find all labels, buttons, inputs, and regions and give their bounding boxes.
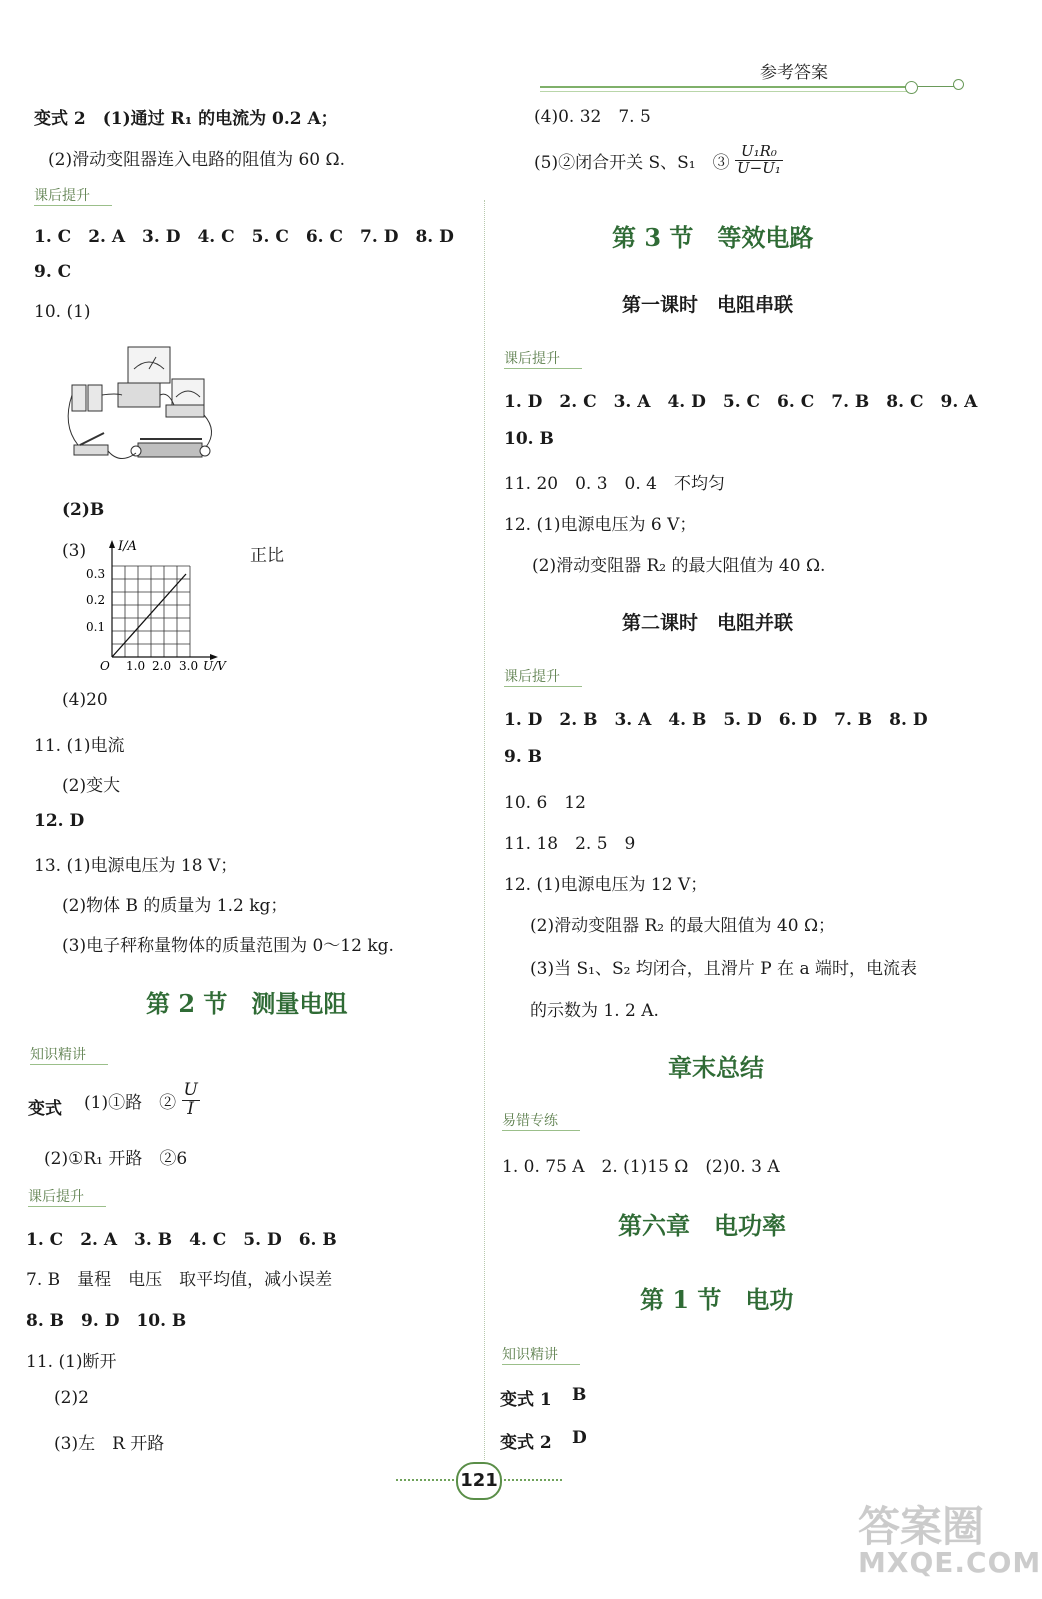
formula-u-over-i: $\frac{U}{I}$: [183, 1080, 198, 1119]
right-error-answers: 1. 0. 75 A 2. (1)15 Ω (2)0. 3 A: [502, 1157, 780, 1177]
left-answers-8-10: 8. B 9. D 10. B: [26, 1311, 187, 1331]
subhead-rule-1: [34, 205, 112, 206]
graph-xtick-2: 2.0: [152, 659, 172, 673]
right-answer-5: [534, 144, 783, 177]
right-answers-1-9: 1. D 2. C 3. A 4. D 5. C 6. C 7. B 8. C 9. A: [504, 392, 978, 412]
right-answer-12-1: 12. (1)电源电压为 6 V；: [504, 515, 697, 535]
left-answer-13-3: (3)电子秤称量物体的质量范围为 0～12 kg.: [62, 936, 394, 956]
left-variant-1: [84, 1082, 200, 1119]
left-answer-13-1: 13. (1)电源电压为 18 V；: [34, 856, 238, 876]
graph-ytick-3: 0.1: [86, 620, 106, 634]
column-divider: [484, 200, 485, 1460]
header-rule-thin: [540, 91, 912, 92]
left-answer-10-3-text: 正比: [250, 546, 284, 566]
section-title-2: 第 2 节 测量电阻: [146, 989, 348, 1018]
section-title-6-1: 第 1 节 电功: [640, 1285, 794, 1314]
subhead-rule-6: [502, 1130, 580, 1131]
page-number: 121: [460, 1470, 498, 1491]
graph-origin: O: [100, 659, 110, 673]
subhead-knowledge-1: 知识精讲: [30, 1047, 86, 1063]
right-answers-1-8b: 1. D 2. B 3. A 4. B 5. D 6. D 7. B 8. D: [504, 710, 928, 730]
graph-ylabel: I/A: [118, 539, 137, 554]
left-answer-11-b: (2)2: [54, 1388, 89, 1408]
right-answer-10: 10. B: [504, 429, 554, 449]
header-circle-1: [905, 81, 918, 94]
graph-ytick-1: 0.3: [86, 567, 106, 581]
left-variant2-q2: (2)滑动变阻器连入电路的阻值为 60 Ω.: [48, 150, 346, 170]
graph-xlabel: U/V: [203, 659, 226, 673]
formula-u1r0: $\frac{\text{U₁R₀}}{\text{U−U₁}}$: [737, 142, 781, 177]
header-title: 参考答案: [760, 63, 828, 83]
left-answer-13-2: (2)物体 B 的质量为 1.2 kg；: [62, 896, 288, 916]
lesson-title-2: 第二课时 电阻并联: [622, 612, 794, 634]
subhead-rule-4: [504, 368, 582, 369]
right-answer-12b-1: 12. (1)电源电压为 12 V；: [504, 875, 708, 895]
graph-xtick-3: 3.0: [179, 659, 199, 673]
left-answer-11-a: 11. (1)断开: [26, 1352, 117, 1372]
subhead-rule-5: [504, 686, 582, 687]
lesson-title-1: 第一课时 电阻串联: [622, 294, 794, 316]
subhead-rule-3: [28, 1206, 106, 1207]
footer-dots-right: [504, 1479, 562, 1481]
right-answer-4: (4)0. 32 7. 5: [534, 107, 651, 127]
subhead-after-class-2: 课后提升: [28, 1189, 84, 1205]
subhead-rule-2: [30, 1064, 108, 1065]
right-variant-1-label: 变式 1: [500, 1390, 552, 1410]
left-answers-1-8: 1. C 2. A 3. D 4. C 5. C 6. C 7. D 8. D: [34, 227, 454, 247]
left-answer-10-1: 10. (1): [34, 302, 91, 322]
subhead-after-class-4: 课后提升: [504, 669, 560, 685]
subhead-after-class-1: 课后提升: [34, 188, 90, 204]
right-answer-12b-4: 的示数为 1. 2 A.: [530, 1001, 659, 1021]
graph-xtick-1: 1.0: [126, 659, 146, 673]
left-answer-7: 7. B 量程 电压 取平均值，减小误差: [26, 1270, 333, 1290]
section-title-3: 第 3 节 等效电路: [612, 223, 814, 252]
left-answer-11-1: 11. (1)电流: [34, 736, 125, 756]
left-answer-12: 12. D: [34, 811, 85, 831]
watermark-domain: MXQE.COM: [858, 1546, 1042, 1579]
watermark-logo-text: 答案圈: [858, 1502, 985, 1551]
left-answer-10-2: (2)B: [62, 500, 105, 520]
subhead-rule-7: [502, 1364, 580, 1365]
left-answer-11-2: (2)变大: [62, 776, 121, 796]
page-number-badge: [456, 1462, 502, 1500]
iu-graph: [82, 536, 242, 676]
left-variant-label: 变式: [28, 1099, 62, 1119]
left-answer-10-3-label: (3): [62, 541, 87, 561]
subhead-knowledge-2: 知识精讲: [502, 1347, 558, 1363]
left-answer-9: 9. C: [34, 262, 72, 282]
graph-ytick-2: 0.2: [86, 593, 106, 607]
right-answer-11: 11. 20 0. 3 0. 4 不均匀: [504, 474, 725, 494]
header-circle-2: [953, 79, 964, 90]
footer-dots-left: [396, 1479, 454, 1481]
circuit-diagram: [60, 335, 220, 475]
right-answer-5-text: (5)②闭合开关 S、S₁ ③: [534, 152, 730, 173]
right-answer-11b: 11. 18 2. 5 9: [504, 834, 636, 854]
chapter-title: 第六章 电功率: [618, 1211, 786, 1240]
right-answer-12b-3: (3)当 S₁、S₂ 均闭合，且滑片 P 在 a 端时，电流表: [530, 959, 917, 979]
right-answer-10b: 10. 6 12: [504, 793, 586, 813]
right-variant-2-answer: D: [572, 1428, 587, 1448]
section-chapter-summary: 章末总结: [668, 1053, 764, 1082]
right-answer-12b-2: (2)滑动变阻器 R₂ 的最大阻值为 40 Ω；: [530, 916, 836, 936]
left-answers-1-6: 1. C 2. A 3. B 4. C 5. D 6. B: [26, 1230, 337, 1250]
right-variant-1-answer: B: [572, 1385, 587, 1405]
left-variant-2: (2)①R₁ 开路 ②6: [44, 1149, 188, 1169]
subhead-after-class-3: 课后提升: [504, 351, 560, 367]
left-variant2-q1: 变式 2 (1)通过 R₁ 的电流为 0.2 A；: [34, 109, 338, 129]
right-variant-2-label: 变式 2: [500, 1433, 552, 1453]
right-answer-9b: 9. B: [504, 747, 543, 767]
right-answer-12-2: (2)滑动变阻器 R₂ 的最大阻值为 40 Ω.: [532, 556, 826, 576]
left-answer-10-4: (4)20: [62, 690, 108, 710]
left-variant-1-text: (1)①路 ②: [84, 1092, 177, 1113]
left-answer-11-c: (3)左 R 开路: [54, 1434, 165, 1454]
header-line-ext: [918, 86, 954, 87]
subhead-error-practice: 易错专练: [502, 1113, 558, 1129]
header-rule: [540, 86, 912, 88]
